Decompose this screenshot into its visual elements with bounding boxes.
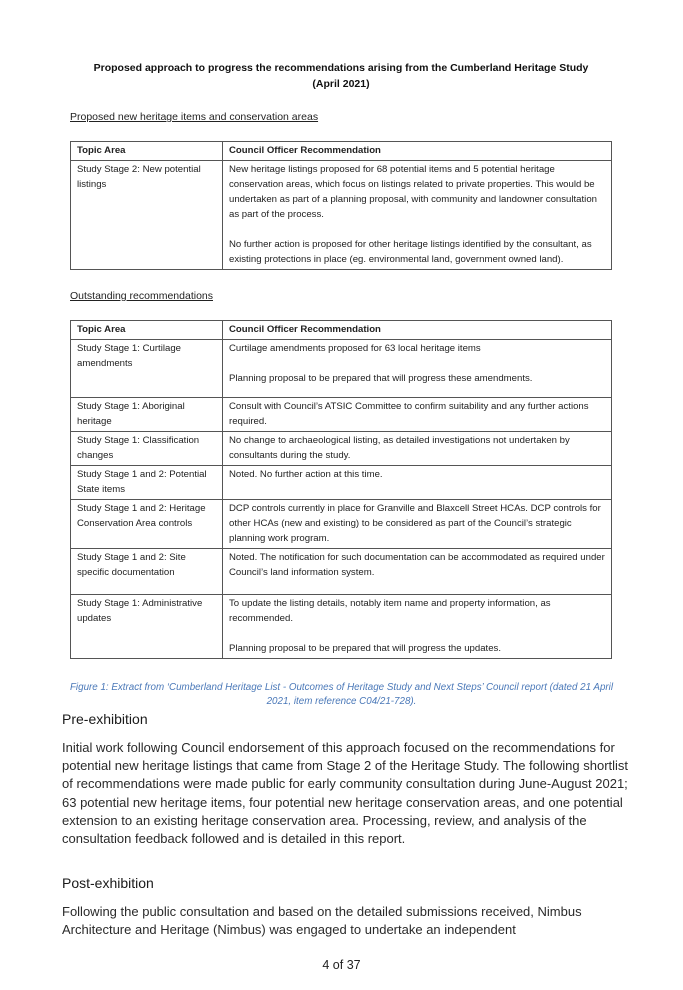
recommendation-cell: [223, 398, 612, 432]
topic-cell: [71, 432, 223, 466]
table-row: [71, 466, 612, 500]
recommendation-text: No change to archaeological listing, as detailed investigations not undertaken by consultants during the study.: [229, 435, 570, 461]
table-row: [71, 500, 612, 549]
page-current: 4: [322, 958, 330, 972]
recommendation-text: To update the listing details, notably item name and property information, as recommended. Planning proposal to be prepared that will progress the updates.: [229, 598, 551, 654]
recommendation-text: New heritage listings proposed for 68 potential items and 5 potential heritage conservation areas, which focus on listings related to private properties. This would be undertaken as part of a planning proposal, with community and landowner consultation as part of the process. No further action is proposed for other heritage listings identified by the consultant, as existing protections in place (eg. environmental land, government owned land).: [229, 164, 597, 265]
table-header-row: [71, 321, 612, 340]
topic-text: Study Stage 1 and 2: Site specific documentation: [77, 552, 186, 578]
table-row: [71, 595, 612, 659]
topic-text: Study Stage 2: New potential listings: [77, 164, 201, 190]
topic-cell: [71, 340, 223, 398]
topic-text: Study Stage 1: Aboriginal heritage: [77, 401, 185, 427]
topic-text: Study Stage 1: Administrative updates: [77, 598, 203, 624]
figure-title: [70, 60, 612, 92]
page-of: of: [332, 958, 344, 972]
table-row: [71, 398, 612, 432]
table-row: [71, 161, 612, 270]
table-new-items: [70, 141, 612, 270]
topic-cell: [71, 466, 223, 500]
recommendation-cell: [223, 595, 612, 659]
topic-text: Study Stage 1 and 2: Potential State items: [77, 469, 207, 495]
figure-title-line1: Proposed approach to progress the recommendations arising from the Cumberland Heritage Study: [93, 62, 589, 74]
topic-cell: [71, 500, 223, 549]
table-row: [71, 549, 612, 595]
header-topic-area: Topic Area: [71, 142, 223, 161]
table-header-row: [71, 142, 612, 161]
recommendation-cell: [223, 161, 612, 270]
topic-text: Study Stage 1 and 2: Heritage Conservation Area controls: [77, 503, 206, 529]
recommendation-cell: [223, 549, 612, 595]
recommendation-text: Consult with Council’s ATSIC Committee to confirm suitability and any further actions required.: [229, 401, 589, 427]
page-total: 37: [346, 958, 361, 972]
section-heading-new-items: Proposed new heritage items and conservation areas: [70, 111, 319, 123]
recommendation-cell: [223, 466, 612, 500]
topic-text: Study Stage 1: Classification changes: [77, 435, 200, 461]
table-row: [71, 340, 612, 398]
figure-title-line2: (April 2021): [312, 78, 370, 90]
paragraph-post-exhibition: Following the public consultation and based on the detailed submissions received, Nimbus Architecture and Heritage (Nimbus) was engaged to undertake an independent: [62, 904, 582, 938]
header-topic-area: Topic Area: [71, 321, 223, 340]
header-recommendation: Council Officer Recommendation: [223, 142, 612, 161]
table-outstanding: [70, 320, 612, 659]
topic-cell: [71, 161, 223, 270]
recommendation-cell: [223, 432, 612, 466]
recommendation-cell: [223, 340, 612, 398]
figure-extract: [70, 60, 612, 654]
recommendation-text: Noted. The notification for such documentation can be accommodated as required under Council’s land information system.: [229, 552, 605, 578]
recommendation-text: DCP controls currently in place for Granville and Blaxcell Street HCAs. DCP controls for other HCAs (new and existing) to be considered as part of the Council’s strategic planning work program.: [229, 503, 601, 544]
topic-cell: [71, 595, 223, 659]
table-row: [71, 432, 612, 466]
figure-caption: Figure 1: Extract from ‘Cumberland Heritage List - Outcomes of Heritage Study and Next Steps’ Council report (dated 21 April 2021, item reference C04/21-728).: [69, 681, 614, 707]
paragraph-pre-exhibition: Initial work following Council endorsement of this approach focused on the recommendations for potential new heritage listings that came from Stage 2 of the Heritage Study. The following shortlist of recommendations were made public for early community consultation during June-August 2021; 63 potential new heritage items, four potential new heritage conservation areas, and one potential extension to an existing heritage conservation area. Processing, review, and analysis of the consultation feedback followed and is detailed in this report.: [62, 740, 629, 847]
heading-pre-exhibition: Pre-exhibition: [62, 711, 148, 727]
heading-post-exhibition: Post-exhibition: [62, 875, 154, 891]
topic-text: Study Stage 1: Curtilage amendments: [77, 343, 181, 369]
recommendation-text: Noted. No further action at this time.: [229, 469, 383, 480]
header-recommendation: Council Officer Recommendation: [223, 321, 612, 340]
topic-cell: [71, 398, 223, 432]
section-heading-outstanding: Outstanding recommendations: [70, 290, 213, 302]
recommendation-text: Curtilage amendments proposed for 63 local heritage items Planning proposal to be prepared that will progress these amendments.: [229, 343, 533, 384]
recommendation-cell: [223, 500, 612, 549]
topic-cell: [71, 549, 223, 595]
page-number: [0, 958, 683, 972]
